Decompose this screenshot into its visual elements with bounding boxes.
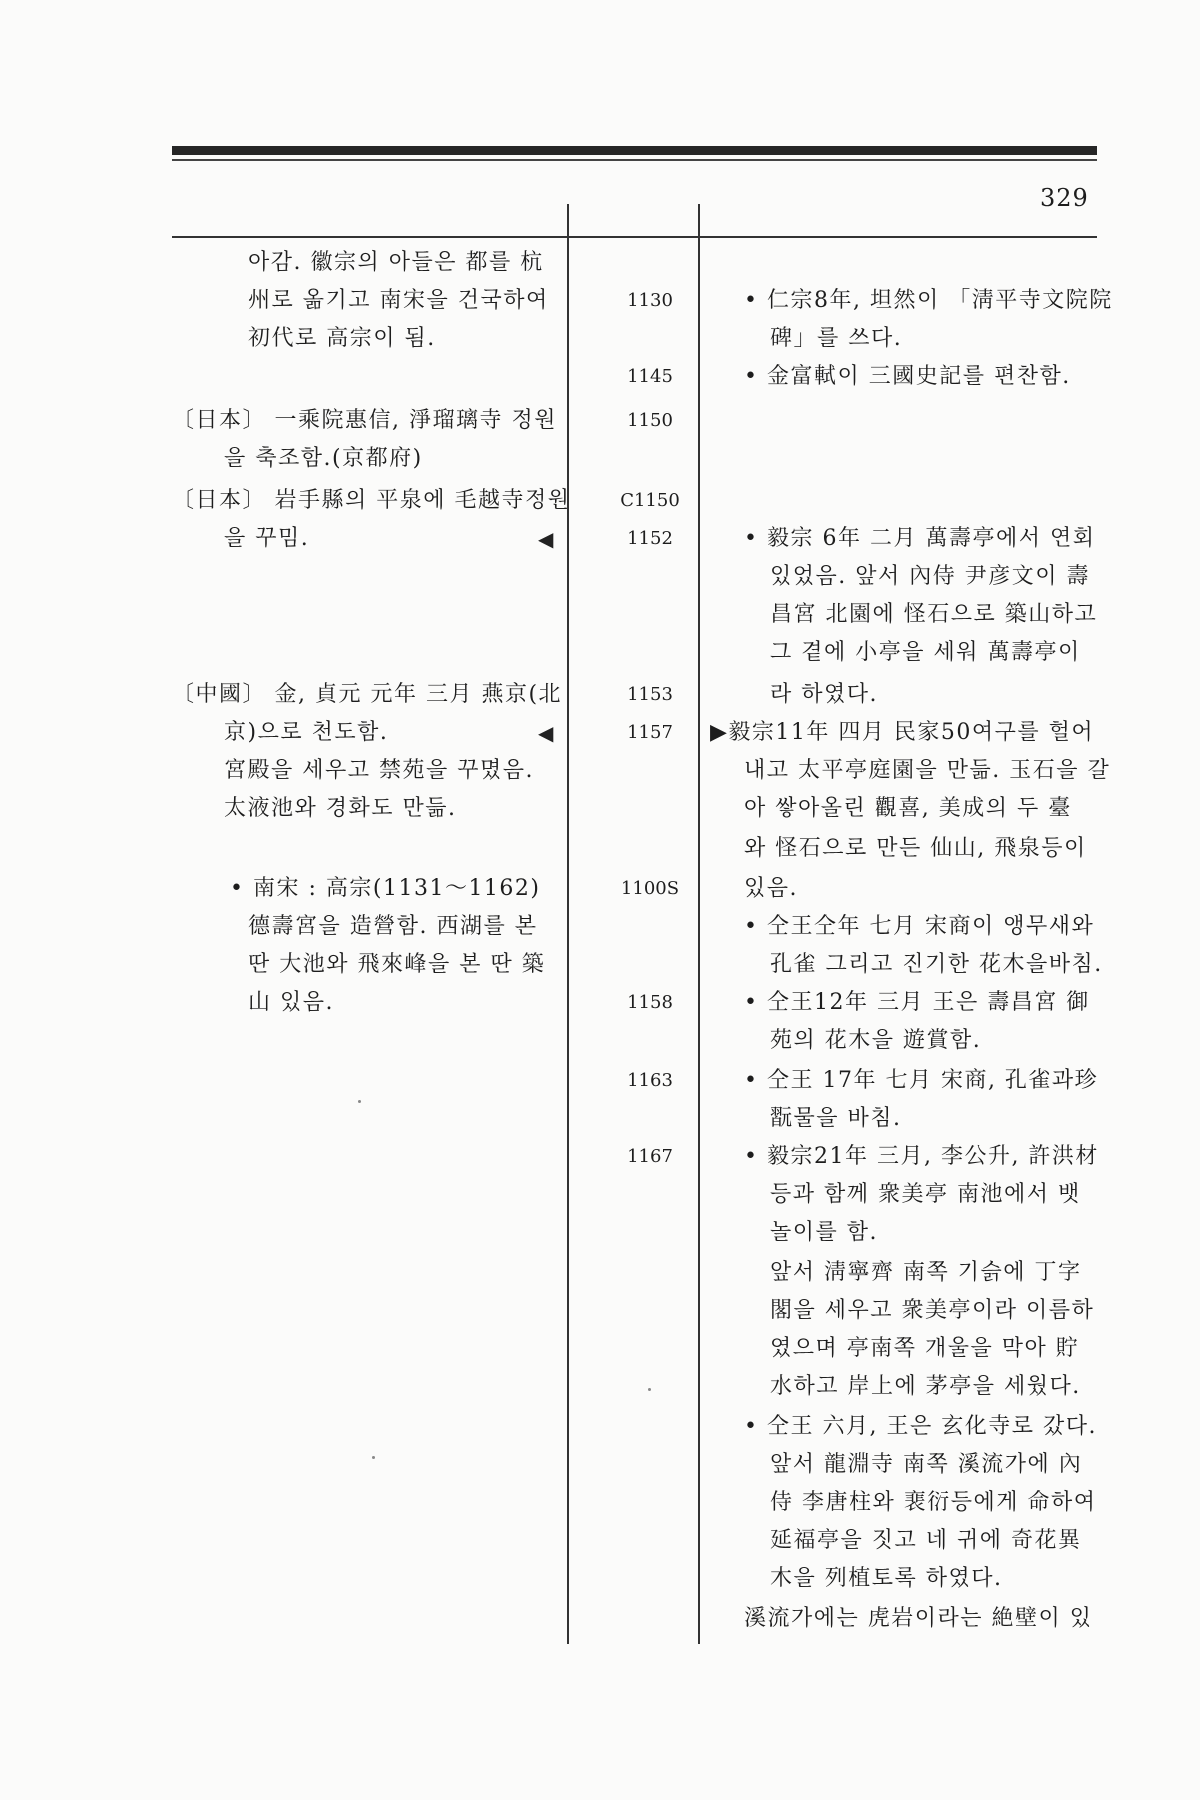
page-number: 329 <box>1040 184 1089 212</box>
right-line: • 金富軾이 三國史記를 편찬함. <box>744 364 1071 389</box>
right-line: 있음. <box>744 876 798 901</box>
left-line: 아감. 徽宗의 아들은 都를 杭 <box>248 250 544 275</box>
year-cell: 1163 <box>627 1070 673 1091</box>
right-line: 였으며 亭南쪽 개울을 막아 貯 <box>770 1336 1080 1361</box>
header-rule-thick <box>172 146 1097 155</box>
scan-speck <box>358 1100 361 1103</box>
year-cell: C1150 <box>620 490 680 511</box>
arrow-left-icon: ◀ <box>538 721 554 745</box>
left-line: 을 축조함.(京都府) <box>224 446 423 471</box>
left-line: 〔中國〕 金, 貞元 元年 三月 燕京(北 <box>172 682 563 707</box>
right-line: 苑의 花木을 遊賞함. <box>770 1028 982 1053</box>
left-line: 德壽宮을 造營함. 西湖를 본 <box>248 914 538 939</box>
right-line: 앞서 淸寧齊 南쪽 기슭에 丁字 <box>770 1260 1082 1285</box>
right-line: 水하고 岸上에 茅亭을 세웠다. <box>770 1374 1081 1399</box>
right-line: 木을 列植토록 하였다. <box>770 1566 1003 1591</box>
right-line: • 毅宗21年 三月, 李公升, 許洪材 <box>744 1144 1099 1169</box>
left-line: 을 꾸밈. <box>224 526 310 551</box>
year-cell: 1130 <box>627 290 673 311</box>
right-line: 있었음. 앞서 內侍 尹彦文이 壽 <box>770 564 1090 589</box>
right-line: 閣을 세우고 衆美亭이라 이름하 <box>770 1298 1095 1323</box>
left-line: 州로 옮기고 南宋을 건국하여 <box>248 288 549 313</box>
year-cell: 1152 <box>627 528 673 549</box>
right-line: 碑」를 쓰다. <box>770 326 903 351</box>
right-line: 놀이를 함. <box>770 1220 878 1245</box>
left-line: 太液池와 경화도 만듦. <box>224 796 457 821</box>
right-line: 앞서 龍淵寺 南쪽 溪流가에 內 <box>770 1452 1083 1477</box>
scan-speck <box>372 1456 375 1459</box>
year-cell: 1157 <box>627 722 673 743</box>
left-line: 京)으로 천도함. <box>224 720 389 745</box>
right-line: • 仝王12年 三月 王은 壽昌宮 御 <box>744 990 1090 1015</box>
scan-speck <box>648 1388 651 1391</box>
right-line: 翫물을 바침. <box>770 1106 902 1131</box>
left-line: 初代로 高宗이 됨. <box>248 326 436 351</box>
year-cell: 1100S <box>620 878 680 899</box>
right-line: 내고 太平亭庭園을 만듦. 玉石을 갈 <box>744 758 1111 783</box>
right-line: 侍 李唐柱와 裵衍등에게 命하여 <box>770 1490 1097 1515</box>
year-cell: 1150 <box>627 410 673 431</box>
left-line: 〔日本〕 岩手縣의 平泉에 毛越寺정원 <box>172 488 571 513</box>
right-line: 와 怪石으로 만든 仙山, 飛泉등이 <box>744 836 1087 861</box>
table-header-rule <box>172 236 1097 238</box>
left-line: 딴 大池와 飛來峰을 본 딴 築 <box>248 952 546 977</box>
right-line: 등과 함께 衆美亭 南池에서 뱃 <box>770 1182 1081 1207</box>
left-line: 宮殿을 세우고 禁苑을 꾸몄음. <box>224 758 534 783</box>
column-divider-left <box>567 204 569 1644</box>
year-cell: 1145 <box>627 366 673 387</box>
right-line: ▶毅宗11年 四月 民家50여구를 헐어 <box>710 720 1095 745</box>
right-line: 아 쌓아올린 觀喜, 美成의 두 臺 <box>744 796 1072 821</box>
right-line: 그 곁에 小亭을 세워 萬壽亭이 <box>770 640 1081 665</box>
right-line: 昌宮 北園에 怪石으로 築山하고 <box>770 602 1098 627</box>
right-line: 延福亭을 짓고 네 귀에 奇花異 <box>770 1528 1082 1553</box>
left-line: 〔日本〕 一乘院惠信, 淨瑠璃寺 정원 <box>172 408 557 433</box>
header-rule-thin <box>172 159 1097 161</box>
right-line: • 仝王仝年 七月 宋商이 앵무새와 <box>744 914 1095 939</box>
right-line: 라 하였다. <box>770 682 878 707</box>
right-line: 溪流가에는 虎岩이라는 絶壁이 있 <box>744 1606 1093 1631</box>
right-line: 孔雀 그리고 진기한 花木을바침. <box>770 952 1103 977</box>
right-line: • 仁宗8年, 坦然이 「淸平寺文院院 <box>744 288 1113 313</box>
year-cell: 1153 <box>627 684 673 705</box>
right-line: • 仝王 六月, 王은 玄化寺로 갔다. <box>744 1414 1097 1439</box>
right-line: • 毅宗 6年 二月 萬壽亭에서 연회 <box>744 526 1096 551</box>
left-line: • 南宋 : 高宗(1131～1162) <box>230 876 541 901</box>
left-line: 山 있음. <box>248 990 334 1015</box>
year-cell: 1167 <box>627 1146 673 1167</box>
right-line: • 仝王 17年 七月 宋商, 孔雀과珍 <box>744 1068 1099 1093</box>
year-cell: 1158 <box>627 992 673 1013</box>
arrow-left-icon: ◀ <box>538 527 554 551</box>
